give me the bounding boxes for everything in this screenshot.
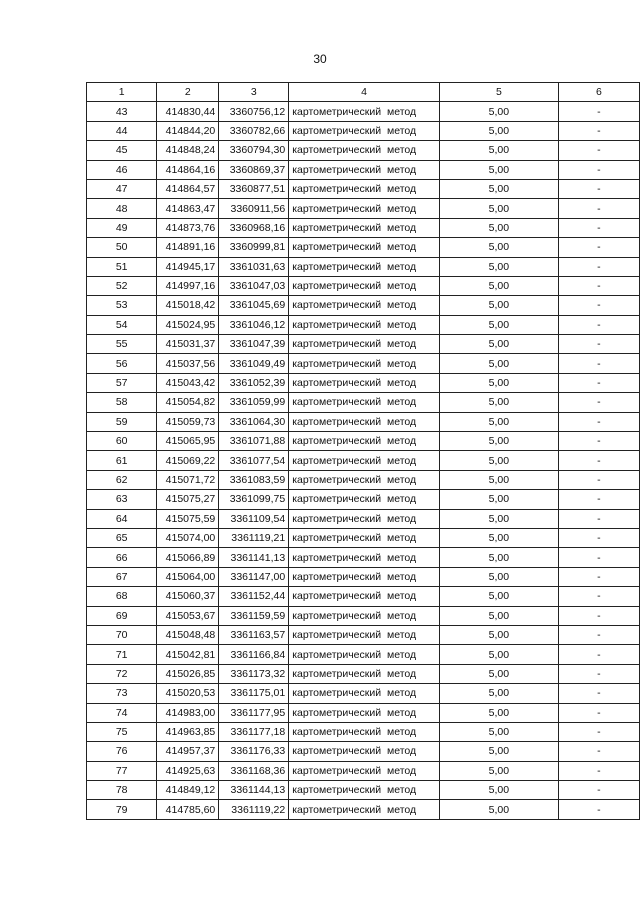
table-row xyxy=(87,276,640,295)
x-coordinate-cell: 414864,57 xyxy=(157,179,219,198)
y-coordinate-cell: 3361047,03 xyxy=(219,276,289,295)
table-row xyxy=(87,315,640,334)
y-coordinate-cell: 3360756,12 xyxy=(219,102,289,121)
x-coordinate-cell: 414997,16 xyxy=(157,276,219,295)
accuracy-cell: 5,00 xyxy=(439,490,558,509)
table-row xyxy=(87,606,640,625)
x-coordinate-cell: 415059,73 xyxy=(157,412,219,431)
method-cell: картометрический метод xyxy=(289,761,440,780)
note-cell: - xyxy=(558,587,639,606)
x-coordinate-cell: 414945,17 xyxy=(157,257,219,276)
x-coordinate-cell: 415066,89 xyxy=(157,548,219,567)
point-number-cell: 68 xyxy=(87,587,157,606)
accuracy-cell: 5,00 xyxy=(439,587,558,606)
table-row xyxy=(87,800,640,819)
note-cell: - xyxy=(558,102,639,121)
accuracy-cell: 5,00 xyxy=(439,567,558,586)
method-cell: картометрический метод xyxy=(289,296,440,315)
method-cell: картометрический метод xyxy=(289,160,440,179)
point-number-cell: 47 xyxy=(87,179,157,198)
note-cell: - xyxy=(558,141,639,160)
point-number-cell: 59 xyxy=(87,412,157,431)
accuracy-cell: 5,00 xyxy=(439,742,558,761)
method-cell: картометрический метод xyxy=(289,199,440,218)
note-cell: - xyxy=(558,238,639,257)
x-coordinate-cell: 415053,67 xyxy=(157,606,219,625)
page-number: 30 xyxy=(313,52,327,66)
y-coordinate-cell: 3360794,30 xyxy=(219,141,289,160)
x-coordinate-cell: 415065,95 xyxy=(157,432,219,451)
table-row xyxy=(87,490,640,509)
y-coordinate-cell: 3360869,37 xyxy=(219,160,289,179)
y-coordinate-cell: 3361168,36 xyxy=(219,761,289,780)
x-coordinate-cell: 415042,81 xyxy=(157,645,219,664)
header-cell-1: 1 xyxy=(87,83,157,102)
y-coordinate-cell: 3361049,49 xyxy=(219,354,289,373)
y-coordinate-cell: 3361163,57 xyxy=(219,625,289,644)
accuracy-cell: 5,00 xyxy=(439,179,558,198)
x-coordinate-cell: 415075,59 xyxy=(157,509,219,528)
x-coordinate-cell: 415018,42 xyxy=(157,296,219,315)
y-coordinate-cell: 3361176,33 xyxy=(219,742,289,761)
point-number-cell: 66 xyxy=(87,548,157,567)
method-cell: картометрический метод xyxy=(289,179,440,198)
method-cell: картометрический метод xyxy=(289,315,440,334)
point-number-cell: 69 xyxy=(87,606,157,625)
x-coordinate-cell: 415037,56 xyxy=(157,354,219,373)
point-number-cell: 48 xyxy=(87,199,157,218)
x-coordinate-cell: 415020,53 xyxy=(157,684,219,703)
point-number-cell: 76 xyxy=(87,742,157,761)
point-number-cell: 78 xyxy=(87,781,157,800)
accuracy-cell: 5,00 xyxy=(439,257,558,276)
method-cell: картометрический метод xyxy=(289,354,440,373)
point-number-cell: 74 xyxy=(87,703,157,722)
point-number-cell: 52 xyxy=(87,276,157,295)
point-number-cell: 54 xyxy=(87,315,157,334)
x-coordinate-cell: 415074,00 xyxy=(157,528,219,547)
y-coordinate-cell: 3361173,32 xyxy=(219,664,289,683)
table-body xyxy=(87,83,640,820)
point-number-cell: 58 xyxy=(87,393,157,412)
header-cell-6: 6 xyxy=(558,83,639,102)
note-cell: - xyxy=(558,761,639,780)
method-cell: картометрический метод xyxy=(289,509,440,528)
x-coordinate-cell: 415048,48 xyxy=(157,625,219,644)
accuracy-cell: 5,00 xyxy=(439,315,558,334)
y-coordinate-cell: 3361119,21 xyxy=(219,528,289,547)
accuracy-cell: 5,00 xyxy=(439,664,558,683)
table-row xyxy=(87,335,640,354)
x-coordinate-cell: 414957,37 xyxy=(157,742,219,761)
accuracy-cell: 5,00 xyxy=(439,373,558,392)
header-cell-3: 3 xyxy=(219,83,289,102)
point-number-cell: 61 xyxy=(87,451,157,470)
point-number-cell: 77 xyxy=(87,761,157,780)
point-number-cell: 50 xyxy=(87,238,157,257)
note-cell: - xyxy=(558,470,639,489)
x-coordinate-cell: 415075,27 xyxy=(157,490,219,509)
point-number-cell: 63 xyxy=(87,490,157,509)
y-coordinate-cell: 3361099,75 xyxy=(219,490,289,509)
table-row xyxy=(87,703,640,722)
accuracy-cell: 5,00 xyxy=(439,354,558,373)
point-number-cell: 62 xyxy=(87,470,157,489)
note-cell: - xyxy=(558,625,639,644)
table-header-row xyxy=(87,83,640,102)
accuracy-cell: 5,00 xyxy=(439,276,558,295)
y-coordinate-cell: 3361047,39 xyxy=(219,335,289,354)
x-coordinate-cell: 414830,44 xyxy=(157,102,219,121)
x-coordinate-cell: 414785,60 xyxy=(157,800,219,819)
table-row xyxy=(87,742,640,761)
accuracy-cell: 5,00 xyxy=(439,703,558,722)
point-number-cell: 67 xyxy=(87,567,157,586)
table-row xyxy=(87,373,640,392)
note-cell: - xyxy=(558,490,639,509)
method-cell: картометрический метод xyxy=(289,373,440,392)
y-coordinate-cell: 3361141,13 xyxy=(219,548,289,567)
accuracy-cell: 5,00 xyxy=(439,121,558,140)
method-cell: картометрический метод xyxy=(289,645,440,664)
point-number-cell: 45 xyxy=(87,141,157,160)
y-coordinate-cell: 3360968,16 xyxy=(219,218,289,237)
accuracy-cell: 5,00 xyxy=(439,218,558,237)
accuracy-cell: 5,00 xyxy=(439,296,558,315)
x-coordinate-cell: 414849,12 xyxy=(157,781,219,800)
table-row xyxy=(87,141,640,160)
point-number-cell: 57 xyxy=(87,373,157,392)
accuracy-cell: 5,00 xyxy=(439,432,558,451)
y-coordinate-cell: 3360877,51 xyxy=(219,179,289,198)
accuracy-cell: 5,00 xyxy=(439,722,558,741)
y-coordinate-cell: 3361177,18 xyxy=(219,722,289,741)
x-coordinate-cell: 415060,37 xyxy=(157,587,219,606)
accuracy-cell: 5,00 xyxy=(439,238,558,257)
table-row xyxy=(87,393,640,412)
point-number-cell: 55 xyxy=(87,335,157,354)
header-cell-5: 5 xyxy=(439,83,558,102)
accuracy-cell: 5,00 xyxy=(439,548,558,567)
y-coordinate-cell: 3361159,59 xyxy=(219,606,289,625)
method-cell: картометрический метод xyxy=(289,781,440,800)
x-coordinate-cell: 415071,72 xyxy=(157,470,219,489)
note-cell: - xyxy=(558,179,639,198)
table-row xyxy=(87,470,640,489)
y-coordinate-cell: 3361147,00 xyxy=(219,567,289,586)
note-cell: - xyxy=(558,296,639,315)
table-row xyxy=(87,199,640,218)
table-row xyxy=(87,179,640,198)
accuracy-cell: 5,00 xyxy=(439,141,558,160)
accuracy-cell: 5,00 xyxy=(439,606,558,625)
table-row xyxy=(87,528,640,547)
table-row xyxy=(87,625,640,644)
note-cell: - xyxy=(558,645,639,664)
coordinates-table xyxy=(86,82,640,820)
point-number-cell: 64 xyxy=(87,509,157,528)
accuracy-cell: 5,00 xyxy=(439,412,558,431)
method-cell: картометрический метод xyxy=(289,742,440,761)
note-cell: - xyxy=(558,354,639,373)
accuracy-cell: 5,00 xyxy=(439,335,558,354)
x-coordinate-cell: 415069,22 xyxy=(157,451,219,470)
point-number-cell: 60 xyxy=(87,432,157,451)
x-coordinate-cell: 414891,16 xyxy=(157,238,219,257)
table-row xyxy=(87,509,640,528)
table-row xyxy=(87,354,640,373)
point-number-cell: 44 xyxy=(87,121,157,140)
point-number-cell: 51 xyxy=(87,257,157,276)
note-cell: - xyxy=(558,684,639,703)
note-cell: - xyxy=(558,276,639,295)
y-coordinate-cell: 3361064,30 xyxy=(219,412,289,431)
y-coordinate-cell: 3361144,13 xyxy=(219,781,289,800)
note-cell: - xyxy=(558,335,639,354)
y-coordinate-cell: 3361031,63 xyxy=(219,257,289,276)
table-row xyxy=(87,257,640,276)
note-cell: - xyxy=(558,567,639,586)
point-number-cell: 65 xyxy=(87,528,157,547)
accuracy-cell: 5,00 xyxy=(439,509,558,528)
table-row xyxy=(87,238,640,257)
y-coordinate-cell: 3361059,99 xyxy=(219,393,289,412)
x-coordinate-cell: 415054,82 xyxy=(157,393,219,412)
point-number-cell: 43 xyxy=(87,102,157,121)
note-cell: - xyxy=(558,257,639,276)
accuracy-cell: 5,00 xyxy=(439,781,558,800)
method-cell: картометрический метод xyxy=(289,490,440,509)
x-coordinate-cell: 415031,37 xyxy=(157,335,219,354)
method-cell: картометрический метод xyxy=(289,393,440,412)
table-row xyxy=(87,160,640,179)
table-row xyxy=(87,664,640,683)
table-row xyxy=(87,412,640,431)
method-cell: картометрический метод xyxy=(289,528,440,547)
note-cell: - xyxy=(558,742,639,761)
note-cell: - xyxy=(558,528,639,547)
y-coordinate-cell: 3361166,84 xyxy=(219,645,289,664)
note-cell: - xyxy=(558,664,639,683)
method-cell: картометрический метод xyxy=(289,800,440,819)
note-cell: - xyxy=(558,393,639,412)
method-cell: картометрический метод xyxy=(289,722,440,741)
accuracy-cell: 5,00 xyxy=(439,625,558,644)
note-cell: - xyxy=(558,315,639,334)
note-cell: - xyxy=(558,781,639,800)
header-cell-2: 2 xyxy=(157,83,219,102)
x-coordinate-cell: 414864,16 xyxy=(157,160,219,179)
method-cell: картометрический метод xyxy=(289,587,440,606)
method-cell: картометрический метод xyxy=(289,664,440,683)
y-coordinate-cell: 3361046,12 xyxy=(219,315,289,334)
table-row xyxy=(87,567,640,586)
accuracy-cell: 5,00 xyxy=(439,528,558,547)
note-cell: - xyxy=(558,451,639,470)
accuracy-cell: 5,00 xyxy=(439,684,558,703)
y-coordinate-cell: 3361119,22 xyxy=(219,800,289,819)
table-row xyxy=(87,296,640,315)
note-cell: - xyxy=(558,800,639,819)
method-cell: картометрический метод xyxy=(289,470,440,489)
method-cell: картометрический метод xyxy=(289,102,440,121)
table-row xyxy=(87,432,640,451)
accuracy-cell: 5,00 xyxy=(439,199,558,218)
point-number-cell: 53 xyxy=(87,296,157,315)
accuracy-cell: 5,00 xyxy=(439,102,558,121)
point-number-cell: 75 xyxy=(87,722,157,741)
x-coordinate-cell: 415043,42 xyxy=(157,373,219,392)
note-cell: - xyxy=(558,509,639,528)
accuracy-cell: 5,00 xyxy=(439,393,558,412)
note-cell: - xyxy=(558,373,639,392)
x-coordinate-cell: 414925,63 xyxy=(157,761,219,780)
method-cell: картометрический метод xyxy=(289,121,440,140)
point-number-cell: 72 xyxy=(87,664,157,683)
y-coordinate-cell: 3361175,01 xyxy=(219,684,289,703)
table-row xyxy=(87,548,640,567)
table-row xyxy=(87,645,640,664)
x-coordinate-cell: 414873,76 xyxy=(157,218,219,237)
x-coordinate-cell: 415064,00 xyxy=(157,567,219,586)
x-coordinate-cell: 414848,24 xyxy=(157,141,219,160)
table-row xyxy=(87,684,640,703)
point-number-cell: 56 xyxy=(87,354,157,373)
y-coordinate-cell: 3360911,56 xyxy=(219,199,289,218)
accuracy-cell: 5,00 xyxy=(439,451,558,470)
note-cell: - xyxy=(558,412,639,431)
method-cell: картометрический метод xyxy=(289,276,440,295)
table-row xyxy=(87,121,640,140)
x-coordinate-cell: 414863,47 xyxy=(157,199,219,218)
x-coordinate-cell: 414844,20 xyxy=(157,121,219,140)
note-cell: - xyxy=(558,703,639,722)
y-coordinate-cell: 3361083,59 xyxy=(219,470,289,489)
table-row xyxy=(87,722,640,741)
y-coordinate-cell: 3361045,69 xyxy=(219,296,289,315)
method-cell: картометрический метод xyxy=(289,257,440,276)
method-cell: картометрический метод xyxy=(289,548,440,567)
method-cell: картометрический метод xyxy=(289,218,440,237)
note-cell: - xyxy=(558,199,639,218)
method-cell: картометрический метод xyxy=(289,335,440,354)
accuracy-cell: 5,00 xyxy=(439,470,558,489)
y-coordinate-cell: 3361109,54 xyxy=(219,509,289,528)
note-cell: - xyxy=(558,606,639,625)
method-cell: картометрический метод xyxy=(289,451,440,470)
accuracy-cell: 5,00 xyxy=(439,761,558,780)
y-coordinate-cell: 3361152,44 xyxy=(219,587,289,606)
method-cell: картометрический метод xyxy=(289,238,440,257)
table-row xyxy=(87,761,640,780)
method-cell: картометрический метод xyxy=(289,412,440,431)
x-coordinate-cell: 415024,95 xyxy=(157,315,219,334)
note-cell: - xyxy=(558,121,639,140)
x-coordinate-cell: 414963,85 xyxy=(157,722,219,741)
accuracy-cell: 5,00 xyxy=(439,160,558,179)
y-coordinate-cell: 3361177,95 xyxy=(219,703,289,722)
note-cell: - xyxy=(558,722,639,741)
point-number-cell: 71 xyxy=(87,645,157,664)
y-coordinate-cell: 3361052,39 xyxy=(219,373,289,392)
point-number-cell: 70 xyxy=(87,625,157,644)
point-number-cell: 49 xyxy=(87,218,157,237)
point-number-cell: 79 xyxy=(87,800,157,819)
y-coordinate-cell: 3361077,54 xyxy=(219,451,289,470)
y-coordinate-cell: 3360999,81 xyxy=(219,238,289,257)
method-cell: картометрический метод xyxy=(289,684,440,703)
method-cell: картометрический метод xyxy=(289,606,440,625)
accuracy-cell: 5,00 xyxy=(439,645,558,664)
y-coordinate-cell: 3361071,88 xyxy=(219,432,289,451)
method-cell: картометрический метод xyxy=(289,703,440,722)
note-cell: - xyxy=(558,218,639,237)
method-cell: картометрический метод xyxy=(289,432,440,451)
note-cell: - xyxy=(558,548,639,567)
x-coordinate-cell: 415026,85 xyxy=(157,664,219,683)
note-cell: - xyxy=(558,432,639,451)
table-row xyxy=(87,218,640,237)
table-row xyxy=(87,102,640,121)
header-cell-4: 4 xyxy=(289,83,440,102)
point-number-cell: 46 xyxy=(87,160,157,179)
method-cell: картометрический метод xyxy=(289,141,440,160)
point-number-cell: 73 xyxy=(87,684,157,703)
x-coordinate-cell: 414983,00 xyxy=(157,703,219,722)
table-row xyxy=(87,781,640,800)
note-cell: - xyxy=(558,160,639,179)
method-cell: картометрический метод xyxy=(289,625,440,644)
y-coordinate-cell: 3360782,66 xyxy=(219,121,289,140)
method-cell: картометрический метод xyxy=(289,567,440,586)
table-row xyxy=(87,587,640,606)
accuracy-cell: 5,00 xyxy=(439,800,558,819)
table-row xyxy=(87,451,640,470)
